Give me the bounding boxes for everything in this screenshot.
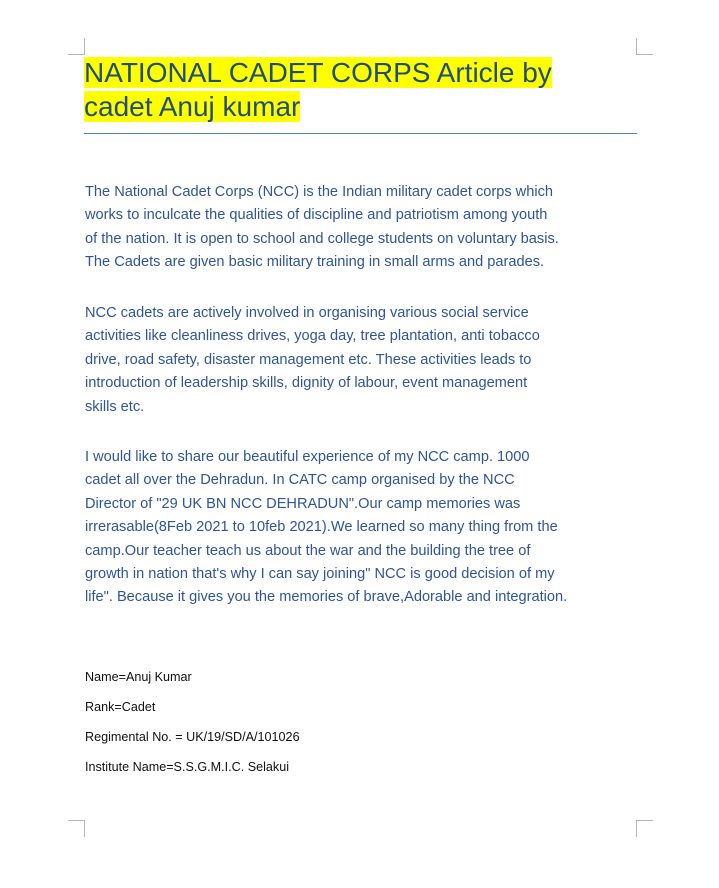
paragraph-ncc-intro: The National Cadet Corps (NCC) is the Indian military cadet corps which works to inculcate the qualities of discipline and patriotism among youth of the nation. It is open to school and college students on voluntary basis. The Cadets are given basic military training in small arms and parades. — [85, 184, 559, 271]
info-regimental-number: Regimental No. = UK/19/SD/A/101026 — [85, 730, 300, 744]
document-title — [84, 56, 624, 124]
info-rank: Rank=Cadet — [85, 700, 156, 714]
page-corner-mark-top-left — [68, 38, 85, 55]
info-institute-name: Institute Name=S.S.G.M.I.C. Selakui — [85, 760, 290, 774]
page-corner-mark-top-right — [636, 38, 653, 55]
title-underline-rule — [84, 133, 637, 134]
paragraph-ncc-activities: NCC cadets are actively involved in organising various social service activities like cleanliness drives, yoga day, tree plantation, anti tobacco drive, road safety, disaster management etc. These activities leads to introduction of leadership skills, dignity of labour, event management skills etc. — [85, 305, 540, 415]
paragraph-camp-experience: I would like to share our beautiful experience of my NCC camp. 1000 cadet all over the Dehradun. In CATC camp organised by the NCC Director of "29 UK BN NCC DEHRADUN".Our camp memories was irrerasable(8Feb 2021 to 10feb 2021).We learned so many thing from the camp.Our teacher teach us about the war and the building the tree of growth in nation that's why I can say joining" NCC is good decision of my life". Because it gives you the memories of brave,Adorable and integration. — [85, 449, 568, 606]
page-corner-mark-bottom-right — [636, 820, 653, 837]
info-name: Name=Anuj Kumar — [85, 670, 192, 684]
document-title-text: NATIONAL CADET CORPS Article by cadet Anuj kumar — [84, 57, 552, 122]
page-corner-mark-bottom-left — [68, 820, 85, 837]
